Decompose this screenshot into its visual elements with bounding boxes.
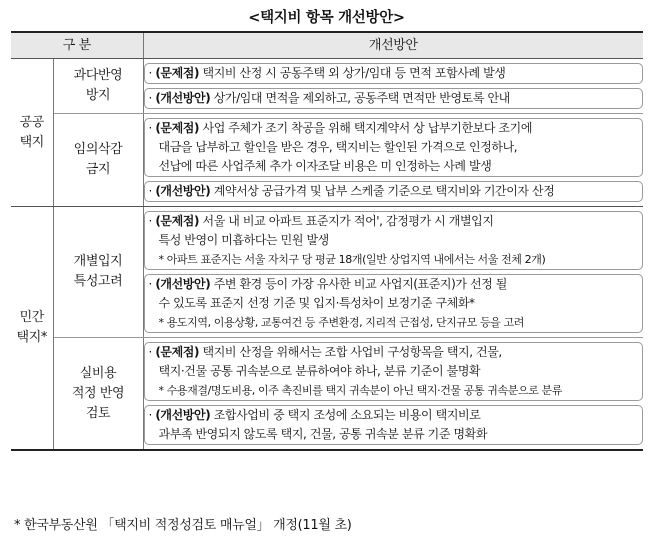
footnote: * 한국부동산원 「택지비 적정성검토 매뉴얼」 개정(11월 초): [14, 518, 352, 533]
item-text: 대금을 납부하고 할인을 받은 경우, 택지비는 할인된 가격으로 인정하나,: [158, 140, 518, 154]
content-line: [149, 64, 639, 83]
bullet-mark: ·: [148, 184, 152, 198]
content-cell: [143, 207, 643, 338]
bullet-mark: ·: [148, 214, 152, 228]
subcategory-label: [68, 364, 128, 424]
bullet-mark: ·: [148, 277, 152, 291]
item-text: 과부족 반영되지 않도록 택지, 건물, 공통 귀속분 분류 기준 명확화: [158, 427, 488, 441]
table-row: [11, 114, 643, 207]
category-label: 택지: [19, 134, 44, 150]
subcategory-line: 특성고려: [73, 274, 123, 289]
content-item: [144, 211, 644, 270]
content-item: [144, 63, 644, 84]
bullet-mark: ·: [148, 66, 152, 80]
content-item: [144, 181, 644, 202]
table-row: [11, 207, 643, 338]
content-item: [144, 118, 644, 177]
content-line: [149, 425, 639, 444]
content-note: [149, 381, 639, 400]
subcategory-line: 임의삭감: [73, 142, 123, 157]
header-category: 구 분: [11, 32, 143, 59]
content-item: [144, 342, 644, 401]
subcategory-line: 적정 반영: [71, 385, 125, 401]
item-text: 택지비 산정 시 공동주택 외 상가/임대 등 면적 포함사례 발생: [199, 66, 506, 80]
content-line: [149, 212, 639, 231]
content-item: [144, 405, 644, 445]
table-row: [11, 59, 643, 114]
item-text: 주변 환경 등이 가장 유사한 비교 사업지(표준지)가 선정 될: [210, 277, 507, 291]
item-text: * 용도지역, 이용상황, 교통여건 등 주변환경, 지리적 근접성, 단지규모 등을 고려: [158, 316, 524, 329]
category-label: 민간: [19, 310, 44, 325]
subcategory-line: 과다반영: [73, 68, 123, 83]
content-cell: [143, 338, 643, 451]
item-text: 선납에 따른 사업주체 추가 이자조달 비용은 미 인정하는 사례 발생: [158, 159, 492, 173]
subcategory-cell: [53, 207, 143, 338]
item-text: 조합사업비 중 택지 조성에 소요되는 비용이 택지비로: [210, 408, 481, 422]
item-label: (개선방안): [155, 408, 211, 422]
item-text: 택지비 산정을 위해서는 조합 사업비 구성항목을 택지, 건물,: [199, 345, 502, 359]
header-content: 개선방안: [143, 32, 643, 59]
item-label: (개선방안): [155, 277, 211, 291]
content-note: [149, 313, 639, 332]
item-label: (문제점): [155, 345, 200, 359]
content-line: [149, 182, 639, 201]
item-label: (개선방안): [155, 184, 211, 198]
item-label: (문제점): [155, 121, 200, 135]
content-item: [144, 88, 644, 109]
content-line: [149, 138, 639, 157]
category-label: 공공: [19, 114, 44, 130]
item-text: 특성 반영이 미흡하다는 민원 발생: [158, 233, 329, 247]
category-label: 택지*: [16, 330, 47, 345]
subcategory-line: 개별입지: [73, 254, 123, 269]
content-line: [149, 343, 639, 362]
item-text: 사업 주체가 조기 착공을 위해 택지계약서 상 납부기한보다 조기에: [199, 121, 533, 135]
bullet-mark: ·: [148, 121, 152, 135]
category-cell: [11, 207, 53, 451]
subcategory-cell: [53, 338, 143, 451]
content-cell: [143, 114, 643, 207]
content-line: [149, 89, 639, 108]
item-label: (개선방안): [155, 91, 211, 105]
document-title: <택지비 항목 개선방안>: [248, 10, 405, 26]
content-line: [149, 157, 639, 176]
subcategory-label: [70, 66, 127, 106]
item-label: (문제점): [155, 214, 200, 228]
bullet-mark: ·: [148, 345, 152, 359]
content-line: [149, 231, 639, 250]
improvement-table: [11, 31, 643, 451]
item-text: 택지·건물 공통 귀속분으로 분류하여야 하나, 분류 기준이 불명확: [158, 364, 481, 378]
table-header-row: [11, 32, 643, 59]
table-row: [11, 338, 643, 451]
subcategory-label: [70, 140, 127, 180]
content-line: [149, 406, 639, 425]
subcategory-label: [70, 252, 127, 292]
item-text: 계약서상 공급가격 및 납부 스케줄 기준으로 택지비와 기간이자 산정: [210, 184, 555, 198]
category-cell: [11, 59, 53, 207]
content-note: [149, 250, 639, 269]
content-line: [149, 294, 639, 313]
content-item: [144, 274, 644, 333]
subcategory-cell: [53, 59, 143, 114]
item-text: 서울 내 비교 아파트 표준지가 적어', 감정평가 시 개별입지: [199, 214, 494, 228]
bullet-mark: ·: [148, 408, 152, 422]
item-text: 상가/임대 면적을 제외하고, 공동주택 면적만 반영토록 안내: [210, 91, 510, 105]
subcategory-cell: [53, 114, 143, 207]
content-cell: [143, 59, 643, 114]
content-line: [149, 275, 639, 294]
item-text: * 수용재결/명도비용, 이주 촉진비를 택지 귀속분이 아닌 택지·건물 공통 귀속분으로 분류: [158, 384, 562, 397]
item-label: (문제점): [155, 66, 200, 80]
subcategory-line: 방지: [85, 88, 111, 103]
subcategory-line: 금지: [85, 162, 111, 177]
content-line: [149, 119, 639, 138]
subcategory-line: 실비용: [79, 365, 117, 381]
table-body: [11, 59, 643, 451]
bullet-mark: ·: [148, 91, 152, 105]
subcategory-line: 검토: [85, 405, 111, 421]
item-text: 수 있도록 표준지 선정 기준 및 입지·특성차이 보정기준 구체화*: [158, 296, 475, 310]
item-text: * 아파트 표준지는 서울 자치구 당 평균 18개(일반 상업지역 내에서는 서울 전체 2개): [158, 253, 546, 266]
content-line: [149, 362, 639, 381]
